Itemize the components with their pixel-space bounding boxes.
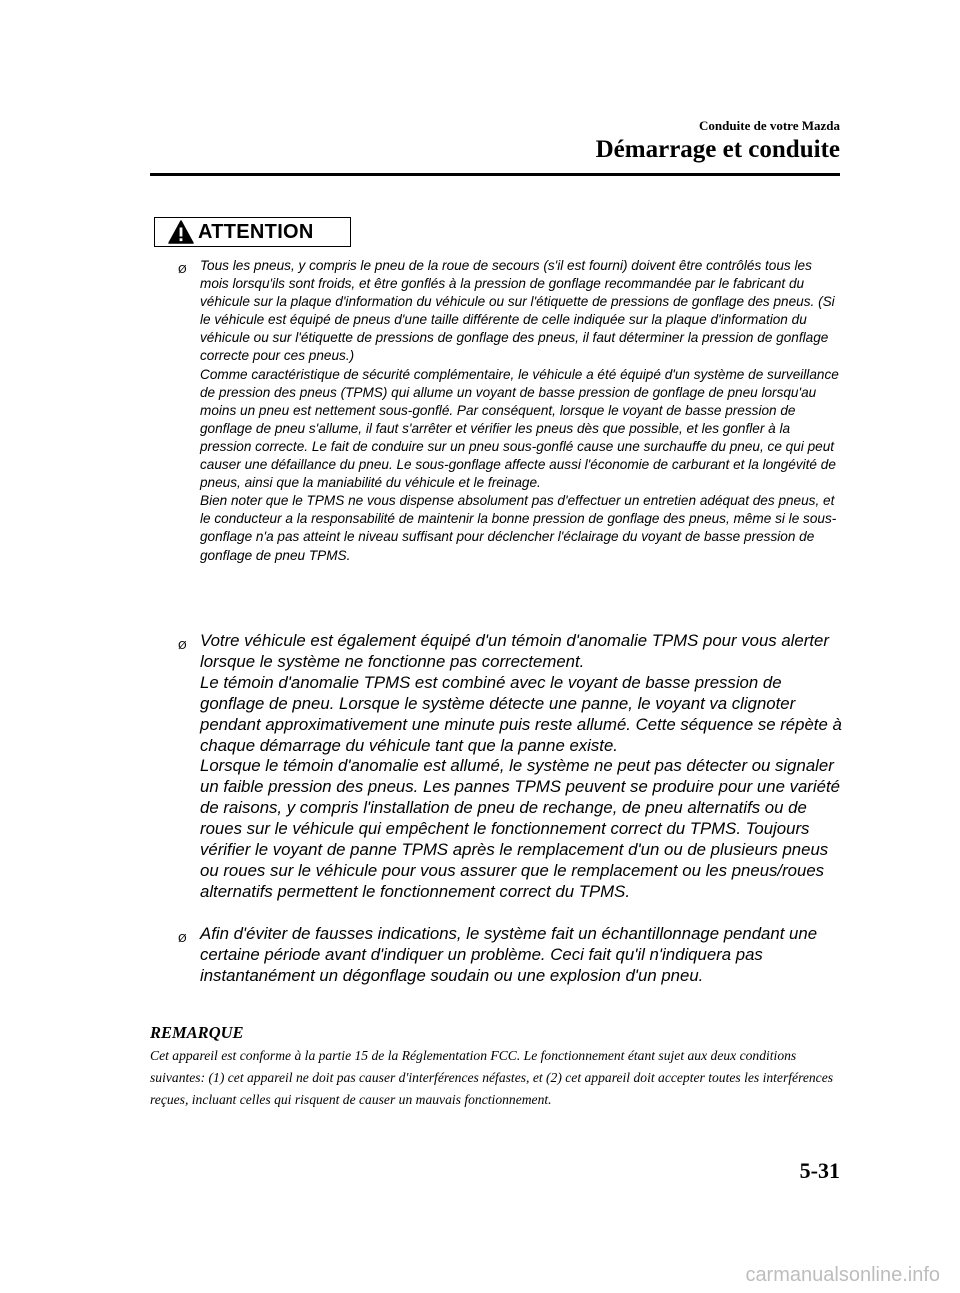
warning-bullet-2: Votre véhicule est également équipé d'un témoin d'anomalie TPMS pour vous alerter lorsque le système ne fonctionne pas correctement. Le témoin d'anomalie TPMS est combiné avec le voyant de basse pression de gonflage de pneu. Lorsque le système détecte une panne, le voyant va clignoter pendant approximativement une minute puis reste allumé. Cette séquence se répète à chaque démarrage du véhicule tant que la panne existe. Lorsque le témoin d'anomalie est allumé, le système ne peut pas détecter ou signaler un faible pression des pneus. Les pannes TPMS peuvent se produire pour une variété de raisons, y compris l'installation de pneu de rechange, de pneu alternatifs ou de roues sur le véhicule qui empêchent le fonctionnement correct du TPMS. Toujours vérifier le voyant de panne TPMS après le remplacement d'un ou de plusieurs pneus ou roues sur le véhicule pour vous assurer que le remplacement ou les pneus/roues alternatifs permettent le fonctionnement correct du TPMS. [200,631,842,901]
watermark: carmanualsonline.info [745,1264,940,1286]
header-divider [150,173,840,176]
attention-label: ATTENTION [198,220,314,243]
bullet-icon: Ø [178,932,187,945]
page-number: 5-31 [799,1158,840,1183]
warning-bullet-3: Afin d'éviter de fausses indications, le système fait un échantillonnage pendant une certaine période avant d'indiquer un problème. Ceci fait qu'il n'indiquera pas instantanément un dégonflage soudain ou une explosion d'un pneu. [200,924,818,985]
attention-heading-box [154,217,351,247]
warning-bullet-1: Tous les pneus, y compris le pneu de la roue de secours (s'il est fourni) doivent être contrôlés tous les mois lorsqu'ils sont froids, et être gonflés à la pression de gonflage recommandée par le fabricant du véhicule sur la plaque d'information du véhicule ou sur l'étiquette de pressions de gonflage des pneus. (Si le véhicule est équipé de pneus d'une taille différente de celle indiquée sur la plaque d'information du véhicule ou sur l'étiquette de pressions de gonflage des pneus, il faut déterminer la pression de gonflage correcte pour ces pneus.) Comme caractéristique de sécurité complémentaire, le véhicule a été équipé d'un système de surveillance de pression des pneus (TPMS) qui allume un voyant de basse pression de gonflage de pneu lorsqu'au moins un pneu est nettement sous-gonflé. Par conséquent, lorsque le voyant de basse pression de gonflage de pneu s'allume, il faut s'arrêter et vérifier les pneus dès que possible, et les gonfler à la pression correcte. Le fait de conduire sur un pneu sous-gonflé cause une surchauffe du pneu, ce qui peut causer une défaillance du pneu. Le sous-gonflage affecte aussi l'économie de carburant et la longévité de pneus, ainsi que la maniabilité du véhicule et le freinage. Bien noter que le TPMS ne vous dispense absolument pas d'effectuer un entretien adéquat des pneus, et le conducteur a la responsabilité de maintenir la bonne pression de gonflage des pneus, même si le sous-gonflage n'a pas atteint le niveau suffisant pour déclencher l'éclairage du voyant de basse pression de gonflage de pneu TPMS. [200,258,839,563]
bullet-icon: Ø [178,639,187,652]
note-text: Cet appareil est conforme à la partie 15 de la Réglementation FCC. Le fonctionnement étant sujet aux deux conditions suivantes: (1) cet appareil ne doit pas causer d'interférences néfastes, et (2) cet appareil doit accepter toutes les interférences reçues, incluant celles qui risquent de causer un mauvais fonctionnement. [150,1048,834,1107]
chapter-subtitle: Conduite de votre Mazda [699,118,840,133]
warning-triangle-icon [168,220,194,244]
chapter-title: Démarrage et conduite [595,136,840,163]
note-title: REMARQUE [150,1023,244,1042]
bullet-icon: Ø [178,263,187,276]
